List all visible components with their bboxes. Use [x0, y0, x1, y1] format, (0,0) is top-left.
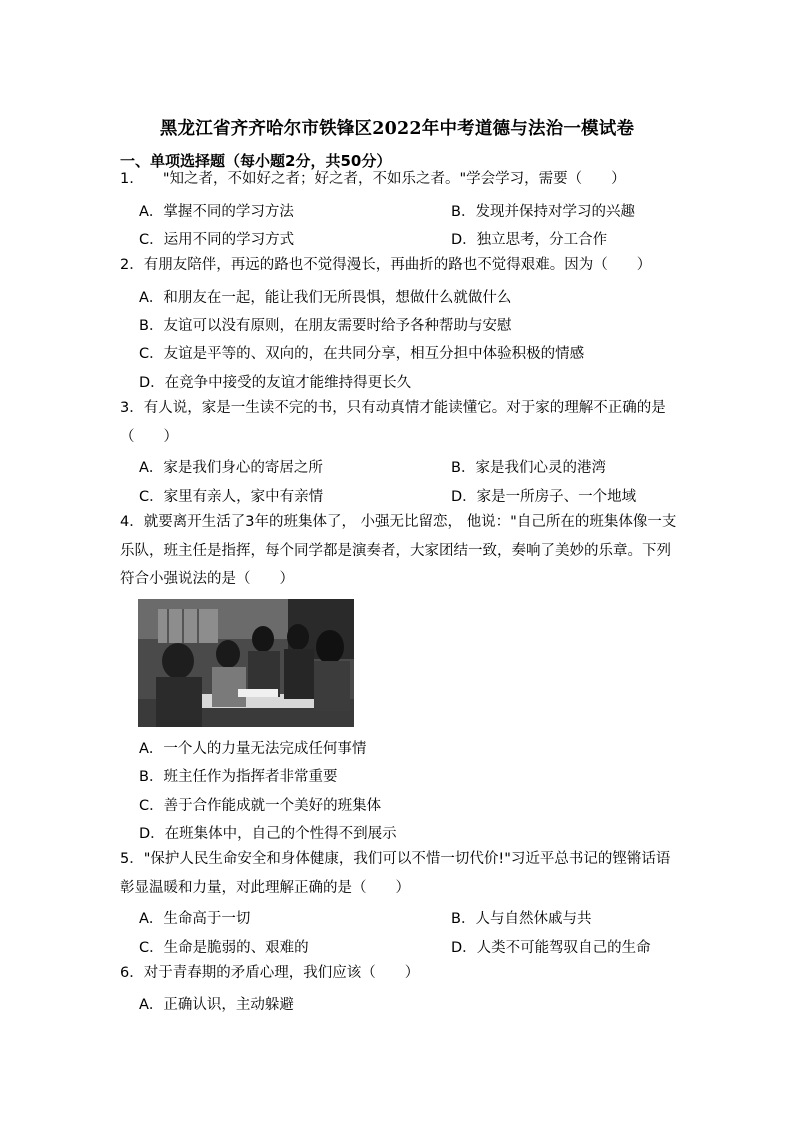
q2-option-c: C．友谊是平等的、双向的，在共同分享，相互分担中体验积极的情感: [139, 346, 585, 362]
q5-option-c: C．生命是脆弱的、艰难的: [139, 940, 309, 956]
q2-option-b: B．友谊可以没有原则，在朋友需要时给予各种帮助与安慰: [139, 318, 512, 334]
q4-option-d: D．在班集体中，自己的个性得不到展示: [139, 826, 397, 842]
q2-option-a: A．和朋友在一起，能让我们无所畏惧，想做什么就做什么: [139, 290, 512, 306]
q6-option-a: A．正确认识，主动躲避: [139, 997, 294, 1013]
q3-option-c: C．家里有亲人，家中有亲情: [139, 489, 324, 505]
q3-option-d: D．家是一所房子、一个地域: [451, 489, 637, 505]
q1-option-a: A．掌握不同的学习方法: [139, 204, 294, 220]
q5-option-a: A．生命高于一切: [139, 911, 251, 927]
q3-option-b: B．家是我们心灵的港湾: [451, 460, 606, 476]
section-heading: 一、单项选择题（每小题2分，共50分）: [120, 152, 392, 170]
page-title: 黑龙江省齐齐哈尔市铁锋区2022年中考道德与法治一模试卷: [159, 119, 635, 139]
question-1: 1. "知之者，不如好之者；好之者，不如乐之者。"学会学习，需要（ ）: [120, 171, 626, 187]
q4-option-b: B．班主任作为指挥者非常重要: [139, 769, 338, 785]
q4-option-c: C．善于合作能成就一个美好的班集体: [139, 798, 382, 814]
q5-option-b: B．人与自然休戚与共: [451, 911, 592, 927]
question-2: 2．有朋友陪伴，再远的路也不觉得漫长，再曲折的路也不觉得艰难。因为（ ）: [120, 257, 652, 273]
question-5: 5．"保护人民生命安全和身体健康，我们可以不惜一切代价!"习近平总书记的铿锵话语彰显温暖和力量，对此理解正确的是（ ）: [120, 851, 671, 896]
q5-option-d: D．人类不可能驾驭自己的生命: [451, 940, 651, 956]
q1-option-b: B．发现并保持对学习的兴趣: [451, 204, 635, 220]
question-6: 6．对于青春期的矛盾心理，我们应该（ ）: [120, 965, 420, 981]
q3-option-a: A．家是我们身心的寄居之所: [139, 460, 323, 476]
classroom-photo: [138, 599, 354, 727]
q4-option-a: A．一个人的力量无法完成任何事情: [139, 741, 367, 757]
q2-option-d: D．在竞争中接受的友谊才能维持得更长久: [139, 375, 412, 391]
q1-option-d: D．独立思考，分工合作: [451, 232, 608, 248]
q1-option-c: C．运用不同的学习方式: [139, 232, 295, 248]
question-3: 3．有人说，家是一生读不完的书，只有动真情才能读懂它。对于家的理解不正确的是（ ）: [120, 400, 666, 445]
question-4: 4．就要离开生活了3年的班集体了， 小强无比留恋， 他说："自己所在的班集体像一支乐队，班主任是指挥，每个同学都是演奏者，大家团结一致，奏响了美妙的乐章。下列符合小强说法的是（ ）: [120, 514, 677, 587]
classroom-photo-illustration: [138, 599, 354, 727]
